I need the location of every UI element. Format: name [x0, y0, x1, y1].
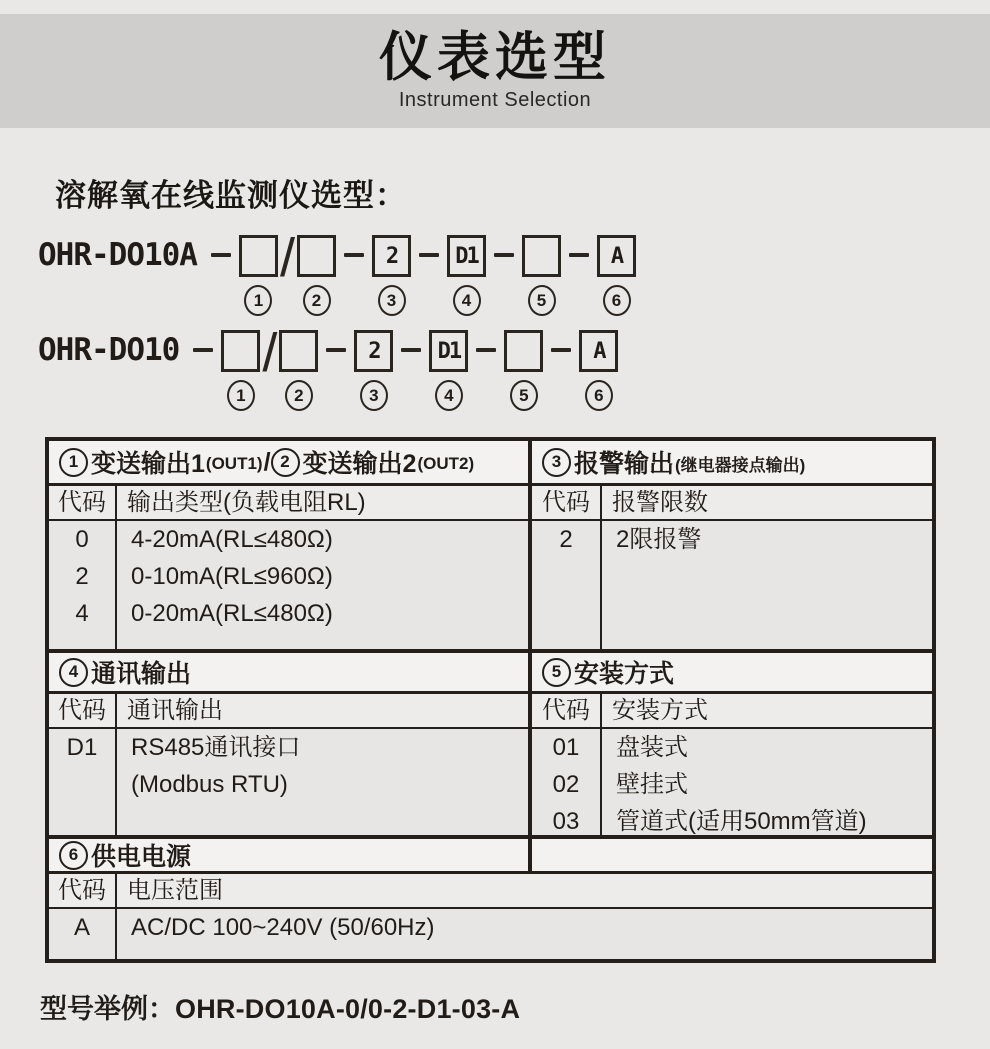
section-header-row-1	[49, 441, 932, 483]
desc-value: 壁挂式	[616, 771, 688, 798]
page-title: 仪表选型	[379, 28, 611, 88]
desc-column-header: 输出类型(负载电阻RL)	[127, 489, 366, 516]
section-12-title-b: 变送输出2	[302, 450, 417, 478]
slot-number-circle: 2	[303, 285, 331, 316]
dash-separator	[193, 348, 213, 352]
model-slot-4	[429, 330, 468, 411]
circled-5-icon: 5	[542, 658, 571, 687]
code-column-header: 代码	[532, 694, 602, 727]
dash-separator	[326, 348, 346, 352]
code-value: 03	[552, 808, 580, 835]
code-column-header: 代码	[49, 874, 117, 907]
slot-number-circle: 6	[603, 285, 631, 316]
option-box	[279, 330, 318, 372]
dash-separator	[401, 348, 421, 352]
dash-separator	[476, 348, 496, 352]
code-column-header: 代码	[49, 486, 117, 519]
desc-value: (Modbus RTU)	[131, 771, 288, 798]
section-12-title-a: 变送输出1	[91, 450, 205, 478]
section-4-title: 通讯输出	[91, 660, 192, 688]
code-value: D1	[66, 734, 98, 761]
section-3-title: 报警输出	[574, 450, 675, 478]
model-example	[40, 987, 990, 1026]
dash-separator	[344, 253, 364, 257]
code-value: 2	[559, 526, 573, 553]
model-slot-6	[579, 330, 618, 411]
option-box	[522, 235, 561, 277]
option-box: 2	[372, 235, 411, 277]
desc-value: 4-20mA(RL≤480Ω)	[131, 526, 333, 553]
slot-number-circle: 5	[510, 380, 538, 411]
slot-number-circle: 1	[244, 285, 272, 316]
slot-number-circle: 5	[528, 285, 556, 316]
dash-separator	[211, 253, 231, 257]
option-box	[239, 235, 278, 277]
option-box: A	[597, 235, 636, 277]
table-body-row-2	[49, 727, 932, 835]
section-12-joiner: /	[263, 447, 271, 476]
model-example-label: 型号举例：	[40, 994, 175, 1024]
table-body-row-3	[49, 907, 932, 959]
code-value: 4	[75, 600, 89, 627]
column-header-row-2	[49, 691, 932, 727]
section-12-header	[49, 441, 475, 483]
circled-1-icon: 1	[59, 448, 88, 477]
section-12-sub-a: (OUT1)	[205, 453, 263, 473]
option-box: 2	[354, 330, 393, 372]
desc-value: AC/DC 100~240V (50/60Hz)	[131, 914, 435, 941]
model-example-value: OHR-DO10A-0/0-2-D1-03-A	[175, 994, 521, 1024]
circled-2-icon: 2	[271, 448, 300, 477]
model-slot-1	[221, 330, 260, 411]
desc-value: 管道式(适用50mm管道)	[616, 808, 867, 835]
model-slot-2	[279, 330, 318, 411]
section-3-header	[532, 441, 806, 483]
option-box	[221, 330, 260, 372]
code-value: 01	[552, 734, 580, 761]
desc-value: RS485通讯接口	[131, 734, 301, 761]
desc-column-header: 通讯输出	[127, 697, 223, 724]
option-box: A	[579, 330, 618, 372]
model-line-ohr-do10	[38, 323, 990, 411]
desc-column-header: 电压范围	[127, 877, 223, 904]
circled-6-icon: 6	[59, 841, 88, 870]
code-value: 02	[552, 771, 580, 798]
slot-number-circle: 2	[285, 380, 313, 411]
option-box	[504, 330, 543, 372]
model-slot-4	[447, 235, 486, 316]
slot-number-circle: 4	[435, 380, 463, 411]
desc-value: 盘装式	[616, 734, 688, 761]
selection-heading: 溶解氧在线监测仪选型：	[55, 178, 407, 213]
title-banner	[0, 14, 990, 128]
section-5-title: 安装方式	[574, 660, 675, 688]
slot-number-circle: 1	[227, 380, 255, 411]
slash-separator: /	[262, 323, 278, 383]
desc-value: 0-10mA(RL≤960Ω)	[131, 563, 333, 590]
slash-separator: /	[279, 228, 295, 288]
circled-3-icon: 3	[542, 448, 571, 477]
model-slot-3	[372, 235, 411, 316]
table-body-row-1	[49, 519, 932, 649]
option-box: D1	[429, 330, 468, 372]
section-6-header	[49, 839, 528, 871]
code-value: 2	[75, 563, 89, 590]
circled-4-icon: 4	[59, 658, 88, 687]
section-4-header	[49, 653, 191, 691]
slot-number-circle: 4	[453, 285, 481, 316]
dash-separator	[494, 253, 514, 257]
slot-number-circle: 3	[360, 380, 388, 411]
column-header-row-3	[49, 871, 932, 907]
model-code-diagram	[38, 228, 990, 411]
desc-value: 0-20mA(RL≤480Ω)	[131, 600, 333, 627]
section-6-title: 供电电源	[91, 843, 192, 871]
desc-value: 2限报警	[616, 526, 702, 553]
empty-header-cell	[532, 839, 932, 871]
section-header-row-3	[49, 835, 932, 871]
model-prefix: OHR-DO10A	[38, 237, 197, 273]
section-12-sub-b: (OUT2)	[417, 453, 475, 473]
model-prefix: OHR-DO10	[38, 332, 180, 368]
dash-separator	[551, 348, 571, 352]
code-value: A	[73, 914, 90, 941]
page	[0, 14, 990, 1049]
model-slot-1	[239, 235, 278, 316]
code-column-header: 代码	[532, 486, 602, 519]
model-slot-6	[597, 235, 636, 316]
section-3-sub: (继电器接点输出)	[675, 456, 806, 475]
option-box: D1	[447, 235, 486, 277]
desc-column-header: 报警限数	[612, 489, 708, 516]
dash-separator	[569, 253, 589, 257]
model-slot-5	[522, 235, 561, 316]
model-line-ohr-do10a	[38, 228, 990, 316]
model-slot-2	[297, 235, 336, 316]
section-header-row-2	[49, 649, 932, 691]
page-subtitle: Instrument Selection	[398, 88, 592, 111]
code-column-header: 代码	[49, 694, 117, 727]
desc-column-header: 安装方式	[612, 697, 708, 724]
option-box	[297, 235, 336, 277]
selection-table	[45, 437, 936, 963]
model-slot-3	[354, 330, 393, 411]
column-header-row-1	[49, 483, 932, 519]
slot-number-circle: 3	[378, 285, 406, 316]
code-value: 0	[75, 526, 89, 553]
model-slot-5	[504, 330, 543, 411]
section-5-header	[532, 653, 674, 691]
slot-number-circle: 6	[585, 380, 613, 411]
dash-separator	[419, 253, 439, 257]
